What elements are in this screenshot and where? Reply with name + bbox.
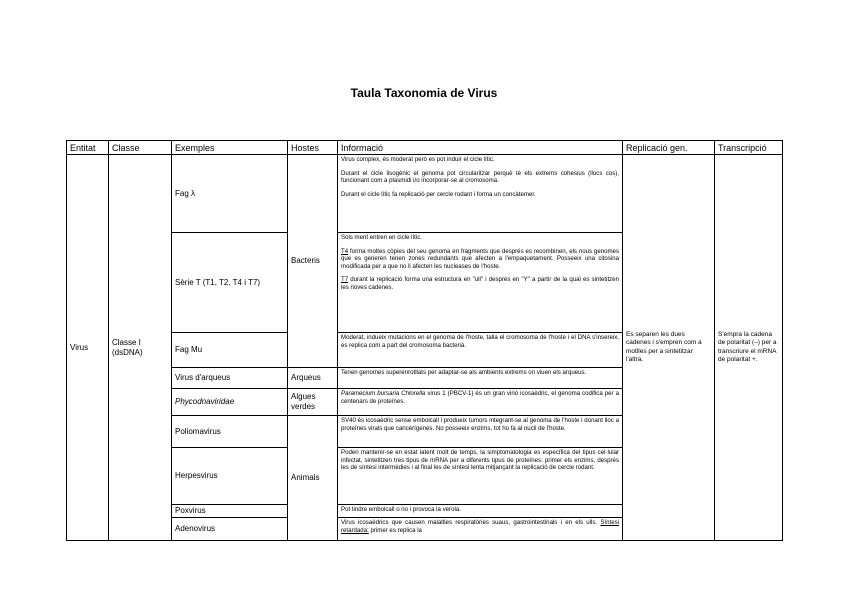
header-hostes: Hostes: [288, 141, 338, 155]
info-virus-arqueus: Tenen genomes superenrotllats per adaptar-se als ambients extrems on viuen els arqueus.: [338, 368, 623, 389]
info-phycodnaviridae: Paramecium bursaria Chlorella virus 1 (PBCV-1) és un gran virió icosaèdric, el genoma codifica per a centenars de proteïnes.: [338, 389, 623, 416]
entitat-cell: Virus: [67, 155, 109, 541]
host-arqueus: Arqueus: [288, 368, 338, 389]
info-poxvirus: Pot tindre embolcall o no i provoca la verola.: [338, 505, 623, 518]
info-poliomavirus: SV40 és icosaèdric sense embolcall i produeix tumors integrant-se al genoma de l'hoste i donant lloc a proteïnes virals que cancerígenes. No posseeix enzims, tot ho fa al nucli de l'hoste.: [338, 416, 623, 448]
header-classe: Classe: [109, 141, 172, 155]
header-row: [67, 141, 783, 155]
host-bacteris: Bacteris: [288, 155, 338, 368]
header-replicacio: Replicació gen.: [623, 141, 715, 155]
replicacio-cell: Es separen les dues cadenes i s'empren com a motlles per a sintetitzar l'altra.: [623, 155, 715, 541]
example-phycodnaviridae: Phycodnaviridae: [172, 389, 288, 416]
host-animals: Animals: [288, 416, 338, 541]
header-informacio: Informació: [338, 141, 623, 155]
page-title: Taula Taxonomia de Virus: [350, 86, 498, 100]
info-fag-mu: Moderat, indueix mutacions en el genoma de l'hoste, talla el cromosoma de l'hoste i el DNA s'insereix, es replica com a part del cromosoma bacterià.: [338, 333, 623, 368]
example-poxvirus: Poxvirus: [172, 505, 288, 518]
example-poliomavirus: Poliomavirus: [172, 416, 288, 448]
header-transcripcio: Transcripció: [715, 141, 783, 155]
example-herpesvirus: Herpesvirus: [172, 448, 288, 505]
example-adenovirus: Adenovirus: [172, 518, 288, 541]
header-exemples: Exemples: [172, 141, 288, 155]
info-serie-t: Sols ment entren en cicle lític. T4 forma moltes còpies del seu genoma en fragments que després es recombinen, els nous genomes que es generen tenen zones redundants que afecten a l'empaquetament. Posseeix una citosina modificada per a que no li afecten les nucleases de l'hoste. T7 durant la replicació forma una estructura en "ull" i després en "Y" a partir de la qual es sintetitzen les noves cadenes.: [338, 233, 623, 333]
table-row: [67, 155, 783, 233]
example-virus-arqueus: Virus d'arqueus: [172, 368, 288, 389]
classe-cell: Classe I (dsDNA): [109, 155, 172, 541]
example-fag-mu: Fag Mu: [172, 333, 288, 368]
host-algues: Algues verdes: [288, 389, 338, 416]
info-adenovirus: Virus icosaèdrics que causen malalties respiratòries suaus, gastrointestinals i en els ulls. Síntesi retardada: primer es replica la: [338, 518, 623, 541]
example-fag-lambda: Fag λ: [172, 155, 288, 233]
header-entitat: Entitat: [67, 141, 109, 155]
info-herpesvirus: Poden mantenir-se en estat latent molt de temps, la simptomatologia es específica del tipus cel·lular infectat, sintetitzen tres tipus de mRNA per a diferents tipus de proteïnes: primer els enzims, després les de síntesi intermèdies i al final les de síntesi lenta mitjançant la replicació de cercle rodant.: [338, 448, 623, 505]
transcripcio-cell: S'empra la cadena de polaritat (–) per a transcriure el mRNA de polaritat +.: [715, 155, 783, 541]
info-fag-lambda: Virus complex, és moderat però es pot induir el cicle lític. Durant el cicle lisogènic el genoma pot circularitzar perquè té els extrems cohesius (llocs cos), funcionant com a plasmidi i/o incorporar-se al cromosoma. Durant el cicle lític fa replicació per cercle rodant i forma un concàtemer.: [338, 155, 623, 233]
example-serie-t: Sèrie T (T1, T2, T4 i T7): [172, 233, 288, 333]
taxonomy-table: [66, 140, 783, 541]
